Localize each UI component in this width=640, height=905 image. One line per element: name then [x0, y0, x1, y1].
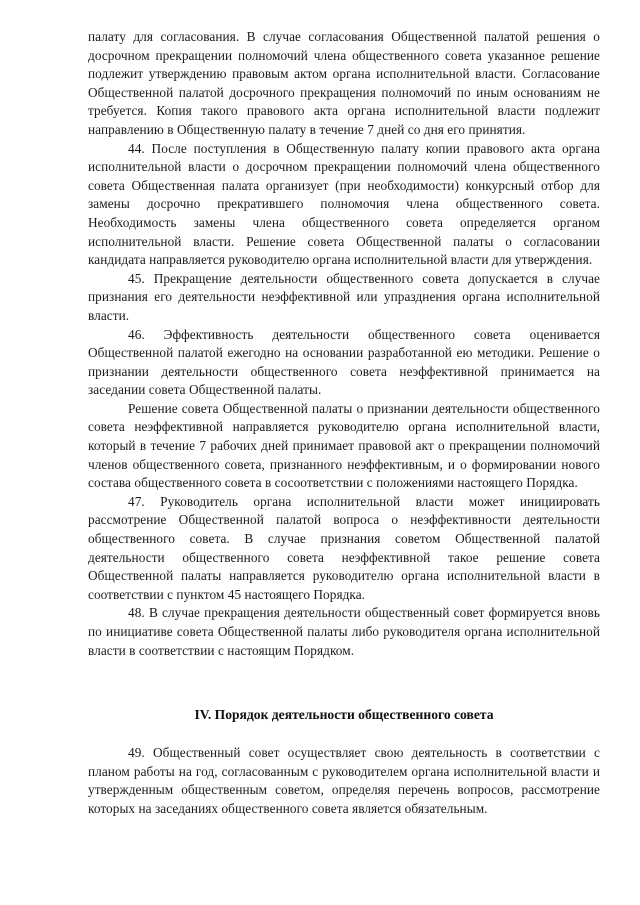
paragraph-48: 48. В случае прекращения деятельности общественный совет формируется вновь по инициативе совета Общественной палаты либо руководителя органа исполнительной власти в соответствии с настоящим Порядком. — [88, 605, 600, 658]
paragraph-43-continuation: палату для согласования. В случае согласования Общественной палатой решения о досрочном прекращении полномочий члена общественного совета указанное решение подлежит утверждению правовым актом органа исполнительной власти. Согласование Общественной палатой досрочного прекращения полномочий по иным основаниям не требуется. Копия такого правового акта органа исполнительной власти подлежит направлению в Общественную палату в течение 7 дней со дня его принятия. — [88, 29, 600, 137]
paragraph-49: 49. Общественный совет осуществляет свою деятельность в соответствии с планом работы на год, согласованным с руководителем органа исполнительной власти и утвержденным общественным советом, определяя перечень вопросов, рассмотрение которых на заседаниях общественного совета является обязательным. — [88, 745, 600, 816]
paragraph-46-decision: Решение совета Общественной палаты о признании деятельности общественного совета неэффективной направляется руководителю органа исполнительной власти, который в течение 7 рабочих дней принимает правовой акт о прекращении полномочий членов общественного совета, признанного неэффективным, и о формировании нового состава общественного совета в сосоответствии с положениями настоящего Порядка. — [88, 400, 600, 491]
paragraph-44: 44. После поступления в Общественную палату копии правового акта органа исполнительной власти о досрочном прекращении полномочий члена общественного совета Общественная палата организует (при необходимости) конкурсный отбор для замены досрочно прекратившего полномочия члена общественного совета. Необходимость замены члена общественного совета определяется органом исполнительной власти. Решение совета Общественной палаты о согласовании кандидата направляется руководителю органа исполнительной власти для утверждения. — [88, 140, 600, 268]
paragraph-45: 45. Прекращение деятельности общественного совета допускается в случае признания его деятельности неэффективной или упразднения органа исполнительной власти. — [88, 270, 600, 323]
document-body-top — [88, 28, 600, 660]
paragraph-47: 47. Руководитель органа исполнительной власти может инициировать рассмотрение Общественной палатой вопроса о неэффективности деятельности общественного совета. В случае признания советом Общественной палатой деятельности общественного совета неэффективной такое решение совета Общественной палаты направляется руководителю органа исполнительной власти в соответствии с пунктом 45 настоящего Порядка. — [88, 493, 600, 602]
section-heading: IV. Порядок деятельности общественного совета — [194, 707, 494, 722]
paragraph-46: 46. Эффективность деятельности общественного совета оценивается Общественной палатой ежегодно на основании разработанной ею методики. Решение о признании деятельности общественного совета неэффективной принимается на заседании совета Общественной палаты. — [88, 326, 600, 398]
document-body-bottom — [88, 744, 600, 818]
